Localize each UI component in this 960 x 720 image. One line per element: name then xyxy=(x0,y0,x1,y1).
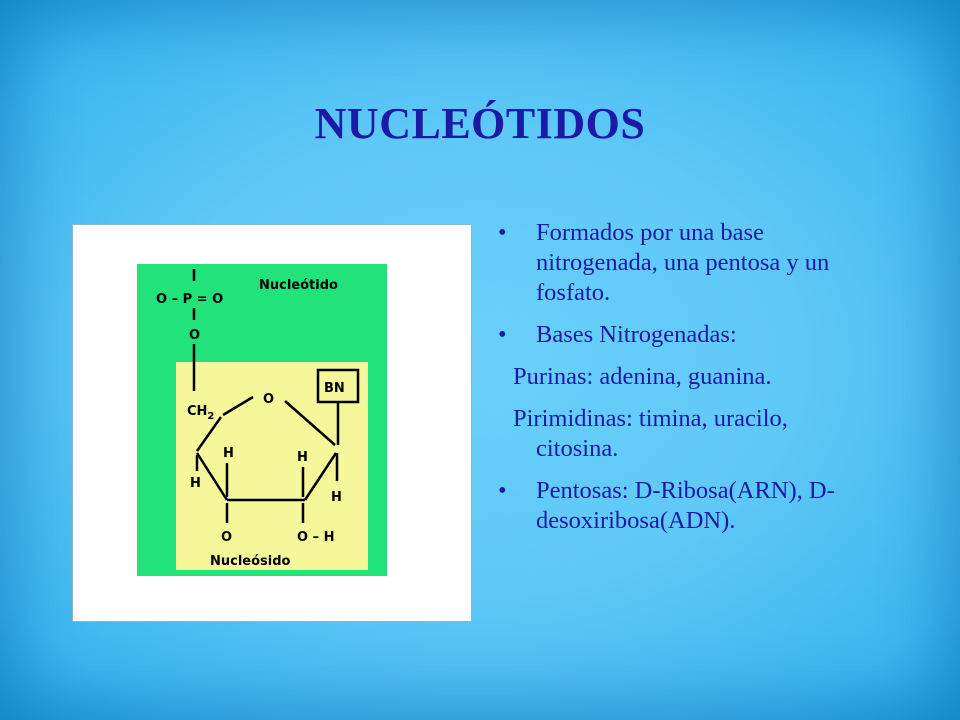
bullet-marker: • xyxy=(498,219,507,246)
phosphate-row: O – P = O xyxy=(156,292,224,307)
pirimidinas-line-2: citosina. xyxy=(536,435,619,462)
c4-h: H xyxy=(190,476,201,491)
bullet-pentosas xyxy=(496,476,886,536)
bullet-marker: • xyxy=(498,477,507,504)
bullet-composition xyxy=(496,218,886,308)
nucleotide-label: Nucleótido xyxy=(259,278,338,293)
nucleoside-label: Nucleósido xyxy=(210,554,291,569)
c1-h: H xyxy=(331,490,342,505)
base-label: BN xyxy=(324,381,345,396)
pirimidinas-line-1: Pirimidinas: timina, uracilo, xyxy=(513,405,788,432)
bullet-composition-text: Formados por una base nitrogenada, una pentosa y un fosfato. xyxy=(536,219,830,306)
nucleotide-figure xyxy=(72,224,472,622)
c2-h: H xyxy=(297,450,308,465)
pirimidinas-line xyxy=(496,404,886,464)
purinas-line: Purinas: adenina, guanina. xyxy=(513,363,772,390)
phosphate-ester-oxygen: O xyxy=(189,328,201,343)
bullet-list xyxy=(496,218,886,548)
bullet-marker: • xyxy=(498,321,507,348)
c3-oxygen: O xyxy=(221,530,233,545)
slide-title: NUCLEÓTIDOS xyxy=(314,99,646,148)
ring-oxygen: O xyxy=(263,392,275,407)
c3-h: H xyxy=(223,446,234,461)
bullet-pentosas-text: Pentosas: D-Ribosa(ARN), D-desoxiribosa(ADN). xyxy=(536,477,835,534)
ch2-label: $CH_2$ xyxy=(187,404,215,422)
bullet-bases-text: Bases Nitrogenadas: xyxy=(536,321,737,348)
bullet-bases xyxy=(496,320,886,350)
nucleotide-diagram xyxy=(73,225,471,621)
c2-hydroxyl: O – H xyxy=(297,530,335,545)
